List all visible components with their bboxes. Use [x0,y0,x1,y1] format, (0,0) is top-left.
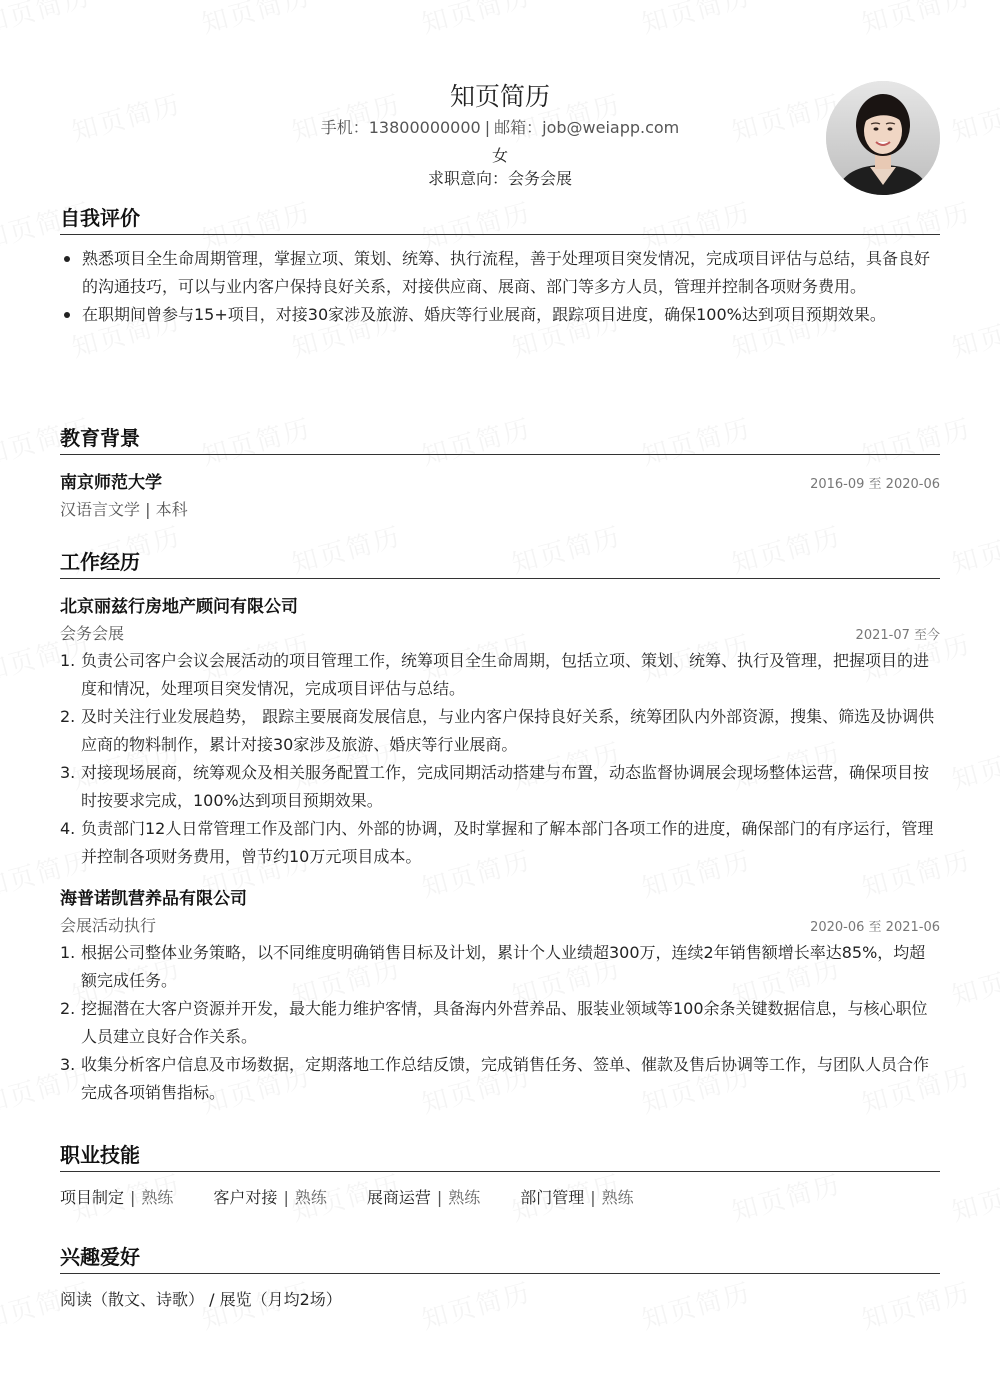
section-education [60,424,940,523]
job-duties-list [60,647,940,871]
section-skills [60,1141,940,1212]
section-title-skills: 职业技能 [60,1141,940,1172]
education-date: 2016-09 至 2020-06 [810,477,940,492]
skill-level: 熟练 [141,1188,174,1207]
section-self-evaluation [60,204,940,329]
phone-label: 手机： [320,118,369,137]
job-duty-text: 负责部门12人日常管理工作及部门内、外部的协调，及时掌握和了解本部门各项工作的进度，确保部门的有序运行，管理并控制各项财务费用，曾节约10万元项目成本。 [81,819,934,866]
skill-name: 展商运营 [366,1188,431,1207]
job-date: 2021-07 至今 [855,628,940,643]
job-date: 2020-06 至 2021-06 [810,920,940,935]
job-duty-item: 2. 及时关注行业发展趋势， 跟踪主要展商发展信息，与业内客户保持良好关系，统筹团队内外部资源，搜集、筛选及协调供应商的物料制作，累计对接30家涉及旅游、婚庆等行业展商。 [60,707,935,754]
job-duty-item: 3. 对接现场展商，统筹观众及相关服务配置工作，完成同期活动搭建与布置，动态监督协调展会现场整体运营，确保项目按时按要求完成，100%达到项目预期效果。 [60,763,930,810]
job-position: 会展活动执行 [60,916,157,935]
job-duty-item: 3. 收集分析客户信息及市场数据，定期落地工作总结反馈，完成销售任务、签单、催款及售后协调等工作，与团队人员合作完成各项销售指标。 [60,1055,930,1102]
job-intent-value: 会务会展 [508,169,573,188]
skill-item: 展商运营 | 熟练 [366,1188,481,1207]
job-entry [60,593,940,871]
job-duty-item: 4. 负责部门12人日常管理工作及部门内、外部的协调，及时掌握和了解本部门各项工作的进度，确保部门的有序运行，管理并控制各项财务费用，曾节约10万元项目成本。 [60,819,934,866]
section-title-work: 工作经历 [60,548,940,579]
skill-level: 熟练 [601,1188,634,1207]
self-evaluation-item: 熟悉项目全生命周期管理，掌握立项、策划、统筹、执行流程，善于处理项目突发情况，完成项目评估与总结，具备良好的沟通技巧，可以与业内客户保持良好关系，对接供应商、展商、部门等多方人员，管理并控制各项财务费用。 [60,245,940,301]
education-row [60,469,940,497]
section-title-self-evaluation: 自我评价 [60,204,940,235]
job-duties-list [60,939,940,1107]
job-duty-item: 2. 挖掘潜在大客户资源并开发，最大能力维护客情，具备海内外营养品、服装业领域等100余条关键数据信息，与核心职位人员建立良好合作关系。 [60,999,928,1046]
job-duty-text: 对接现场展商，统筹观众及相关服务配置工作，完成同期活动搭建与布置，动态监督协调展会现场整体运营，确保项目按时按要求完成，100%达到项目预期效果。 [81,763,930,810]
phone-number: 13800000000 [368,118,481,137]
hobbies-text: 阅读（散文、诗歌） / 展览（月均2场） [60,1290,342,1309]
skills-list [60,1184,940,1212]
skill-item: 项目制定 | 熟练 [60,1188,174,1207]
school-name: 南京师范大学 [60,473,162,493]
job-meta-row [60,621,940,647]
skill-name: 客户对接 [213,1188,278,1207]
job-position: 会务会展 [60,624,125,643]
self-evaluation-item: 在职期间曾参与15+项目，对接30家涉及旅游、婚庆等行业展商，跟踪项目进度，确保100%达到项目预期效果。 [60,301,940,329]
job-duty-text: 收集分析客户信息及市场数据，定期落地工作总结反馈，完成销售任务、签单、催款及售后协调等工作，与团队人员合作完成各项销售指标。 [81,1055,930,1102]
education-major: 汉语言文学 | 本科 [60,500,188,519]
email-label: 邮箱： [494,118,543,137]
section-title-education: 教育背景 [60,424,940,455]
avatar [826,81,940,195]
job-duty-text: 及时关注行业发展趋势， 跟踪主要展商发展信息，与业内客户保持良好关系，统筹团队内外部资源，搜集、筛选及协调供应商的物料制作，累计对接30家涉及旅游、婚庆等行业展商。 [81,707,935,754]
section-hobbies [60,1243,940,1314]
section-title-hobbies: 兴趣爱好 [60,1243,940,1274]
job-duty-item: 1. 根据公司整体业务策略，以不同维度明确销售目标及计划，累计个人业绩超300万，连续2年销售额增长率达85%，均超额完成任务。 [60,943,926,990]
job-duty-text: 负责公司客户会议会展活动的项目管理工作，统筹项目全生命周期，包括立项、策划、统筹、执行及管理，把握项目的进度和情况，处理项目突发情况，完成项目评估与总结。 [81,651,930,698]
contact-separator: | [484,118,491,137]
skill-level: 熟练 [448,1188,481,1207]
company-name: 北京丽兹行房地产顾问有限公司 [60,597,298,617]
skill-level: 熟练 [294,1188,327,1207]
job-duty-text: 根据公司整体业务策略，以不同维度明确销售目标及计划，累计个人业绩超300万，连续2年销售额增长率达85%，均超额完成任务。 [81,943,926,990]
skill-name: 部门管理 [520,1188,585,1207]
job-meta-row [60,913,940,939]
gender: 女 [491,146,508,165]
skill-item: 部门管理 | 熟练 [520,1188,634,1207]
section-work-experience [60,548,940,1107]
job-duty-text: 挖掘潜在大客户资源并开发，最大能力维护客情，具备海内外营养品、服装业领域等100余条关键数据信息，与核心职位人员建立良好合作关系。 [81,999,928,1046]
self-evaluation-list [60,245,940,329]
company-name: 海普诺凯营养品有限公司 [60,889,247,909]
job-entry [60,885,940,1107]
candidate-name: 知页简历 [449,82,550,111]
avatar-photo-icon [826,81,940,195]
job-intent-label: 求职意向： [427,169,508,188]
skill-item: 客户对接 | 熟练 [213,1188,327,1207]
skill-name: 项目制定 [60,1188,125,1207]
email-address: job@weiapp.com [542,118,680,137]
job-duty-item: 1. 负责公司客户会议会展活动的项目管理工作，统筹项目全生命周期，包括立项、策划、统筹、执行及管理，把握项目的进度和情况，处理项目突发情况，完成项目评估与总结。 [60,651,930,698]
